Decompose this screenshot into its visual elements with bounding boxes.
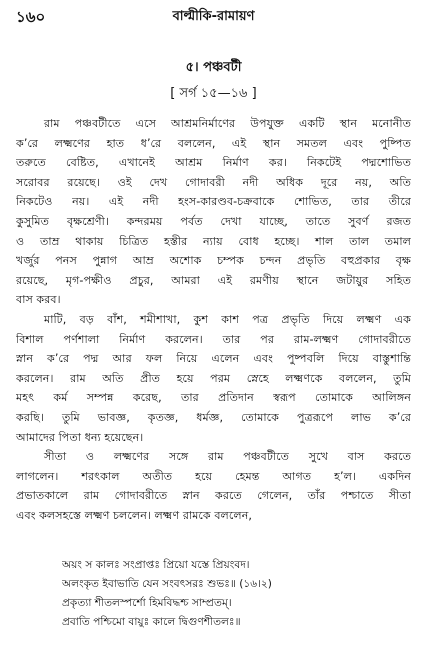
text-line: ও তাম্র থাকায় চিত্রিত হস্তীর ন্যায় বোধ হচ্ছে। শাল তাল তমাল [16, 234, 411, 248]
text-line: রাম পঞ্চবটীতে এসে আশ্রমনির্মাণের উপযুক্ত একটি স্থান মনোনীত [44, 117, 411, 130]
text-line: আমাদের পিতা ধন্য হয়েছেন। [16, 430, 144, 444]
page-number: ১৬০ [16, 8, 46, 26]
sanskrit-verses [62, 556, 417, 632]
text-line: স্নান ক’রে পদ্ম আর ফল নিয়ে এলেন এবং পুষ্পবলি দিয়ে বাস্তুশান্তি [16, 352, 411, 366]
text-line: রয়েছে, মৃগ-পক্ষীও প্রচুর, আমরা এই রমণীয় স্থানে জটায়ুর সহিত [16, 273, 411, 287]
text-line: বাস করব। [16, 293, 61, 307]
text-line: মাটি, বড় বাঁশ, শমীশাখা, কুশ কাশ পত্র প্রভৃতি দিয়ে লক্ষ্মণ এক [44, 312, 411, 326]
verse-line: প্রকৃত্যা শীতলস্পর্শো হিমবিদ্ধশ্চ সাম্প্রতম্। [62, 597, 232, 609]
text-line: লাগলেন। শরৎকাল অতীত হয়ে হেমন্ত আগত হ’ল। একদিন [16, 469, 411, 483]
text-line: বিশাল পর্ণশালা নির্মাণ করলেন। তার পর রাম-লক্ষ্মণ গোদাবরীতে [16, 332, 411, 346]
text-line: নিকটেও নয়। এই নদী হংস-কারণ্ডব-চক্রবাকে শোভিত, তার তীরে [16, 195, 411, 209]
section-title: ৫। পঞ্চবটী [185, 60, 242, 75]
text-line: মহৎ কর্ম সম্পন্ন করেছ, তার প্রতিদান স্বরূপ তোমাকে আলিঙ্গন [16, 391, 411, 405]
text-line: এবং কলসহস্তে লক্ষ্মণ চললেন। লক্ষ্মণ রামকে বললেন, [16, 508, 252, 522]
text-line: খর্জুর পনস পুন্নাগ আম্র অশোক চম্পক চন্দন প্রভৃতি বহুপ্রকার বৃক্ষ [16, 254, 411, 268]
text-line: কুসুমিত বৃক্ষশ্রেণী। কন্দরময় পর্বত দেখা যাচ্ছে, তাতে সুবর্ণ রজত [16, 214, 411, 228]
verse-line: প্রবাতি পশ্চিমো বায়ুঃ কালে দ্বিগুণশীতলঃ॥ [62, 616, 241, 628]
sarga-range: [ সর্গ ১৫—১৬ ] [170, 86, 257, 101]
paragraph [16, 310, 411, 447]
text-line: করলেন। রাম অতি প্রীত হয়ে পরম স্নেহে লক্ষ্মণকে বললেন, তুমি [16, 371, 411, 385]
text-line: তরুতে বেষ্টিত, এখানেই আশ্রম নির্মাণ কর। নিকটেই পদ্মশোভিত [16, 156, 411, 170]
text-line: প্রভাতকালে রাম গোদাবরীতে স্নান করতে গেলেন, তাঁর পশ্চাতে সীতা [16, 489, 411, 503]
text-line: সীতা ও লক্ষ্মণের সঙ্গে রাম পঞ্চবটীতে সুখে বাস করতে [44, 450, 411, 464]
paragraph [16, 114, 411, 310]
page-header [16, 6, 411, 26]
text-line: করছি। তুমি ভাবজ্ঞ, কৃতজ্ঞ, ধর্মজ্ঞ, তোমাকে পুত্ররূপে লাভ ক’রে [16, 410, 411, 424]
text-line: ক’রে লক্ষ্মণের হাত ধ’রে বললেন, এই স্থান সমতল এবং পুষ্পিত [16, 136, 411, 150]
book-title: বাল্মীকি-রামায়ণ [172, 9, 255, 24]
body-text [16, 114, 411, 525]
paragraph [16, 447, 411, 525]
text-line: সরোবর রয়েছে। ওই দেখ গোদাবরী নদী অধিক দূরে নয়, অতি [16, 175, 411, 189]
verse-line: অয়ং স কালঃ সংপ্রাপ্তঃ প্রিয়ো যস্তে প্রিয়ংবদ। [62, 559, 250, 571]
verse-line: অলংকৃত ইবাভাতি যেন সংবৎসরঃ শুভঃ॥ (১৬।২) [62, 578, 272, 590]
